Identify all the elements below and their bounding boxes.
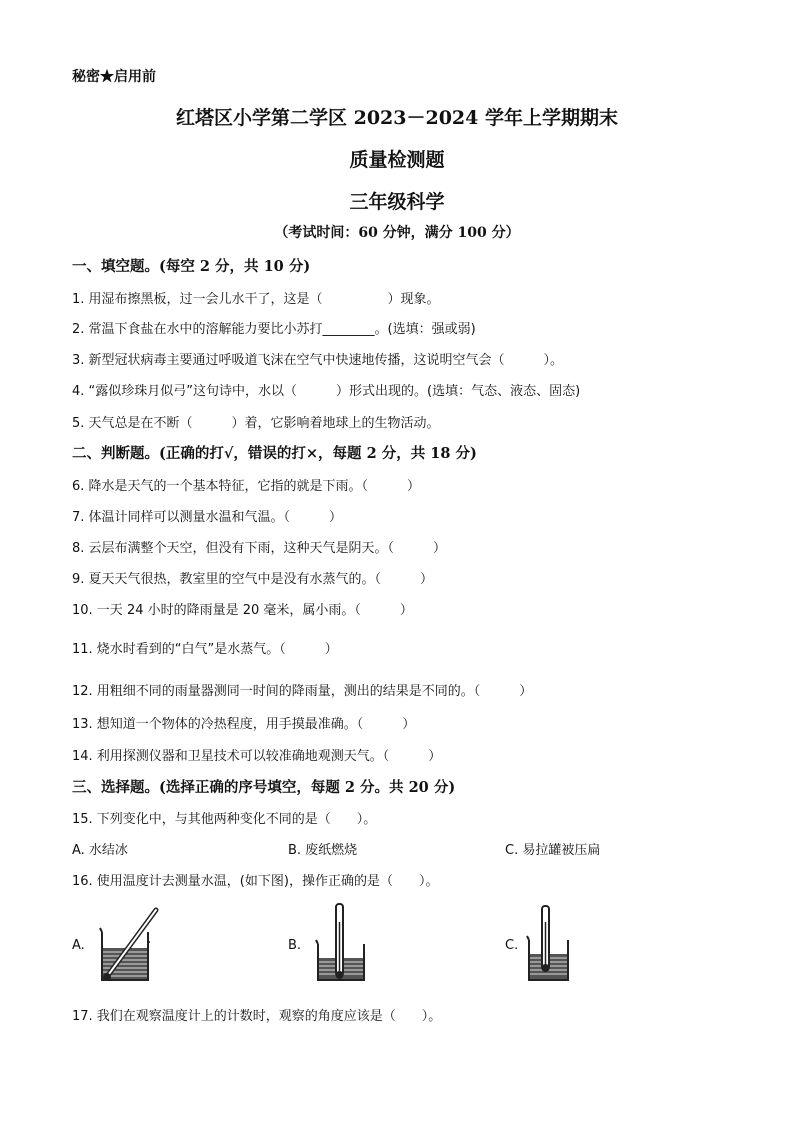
beaker-thermometer-upright-image — [524, 904, 574, 984]
question-1: 1. 用湿布擦黑板，过一会儿水干了，这是（ ）现象。 — [72, 292, 440, 307]
section-fill-blank: 一、填空题。(每空 2 分，共 10 分) — [72, 258, 311, 275]
question-3: 3. 新型冠状病毒主要通过呼吸道飞沫在空气中快速地传播，这说明空气会（ ）。 — [72, 353, 564, 368]
beaker-thermometer-touching-bottom-image — [312, 902, 372, 984]
exam-subject: 三年级科学 — [349, 191, 445, 213]
secret-label: 秘密★启用前 — [72, 69, 156, 85]
question-14: 14. 利用探测仪器和卫星技术可以较准确地观测天气。（ ） — [72, 749, 442, 764]
q15-option-c: C. 易拉罐被压扁 — [505, 843, 601, 858]
question-13: 13. 想知道一个物体的冷热程度，用手摸最准确。（ ） — [72, 717, 416, 732]
q16-option-c-label: C. — [505, 938, 519, 953]
question-16: 16. 使用温度计去测量水温，(如下图)，操作正确的是（ ）。 — [72, 874, 439, 889]
q16-option-a-label: A. — [72, 938, 85, 953]
q15-option-a: A. 水结冰 — [72, 843, 128, 858]
question-11: 11. 烧水时看到的“白气”是水蒸气。（ ） — [72, 642, 338, 657]
question-4: 4. “露似珍珠月似弓”这句诗中，水以（ ）形式出现的。(选填：气态、液态、固态) — [72, 384, 581, 399]
question-6: 6. 降水是天气的一个基本特征，它指的就是下雨。（ ） — [72, 479, 421, 494]
question-8: 8. 云层布满整个天空，但没有下雨，这种天气是阴天。（ ） — [72, 541, 447, 556]
question-2: 2. 常温下食盐在水中的溶解能力要比小苏打________。(选填：强或弱) — [72, 322, 476, 337]
question-15: 15. 下列变化中，与其他两种变化不同的是（ ）。 — [72, 812, 377, 827]
q15-option-b: B. 废纸燃烧 — [288, 843, 358, 858]
exam-title: 红塔区小学第二学区 2023－2024 学年上学期期末 — [176, 107, 618, 129]
exam-info: （考试时间：60 分钟，满分 100 分） — [274, 225, 520, 241]
question-10: 10. 一天 24 小时的降雨量是 20 毫米，属小雨。（ ） — [72, 603, 413, 618]
question-12: 12. 用粗细不同的雨量器测同一时间的降雨量，测出的结果是不同的。（ ） — [72, 684, 533, 699]
question-7: 7. 体温计同样可以测量水温和气温。（ ） — [72, 510, 343, 525]
q16-option-b-label: B. — [288, 938, 302, 953]
section-multiple-choice: 三、选择题。(选择正确的序号填空，每题 2 分。共 20 分) — [72, 779, 456, 796]
beaker-thermometer-tilted-image — [92, 904, 162, 984]
section-true-false: 二、判断题。(正确的打√，错误的打×，每题 2 分，共 18 分) — [72, 445, 477, 462]
question-17: 17. 我们在观察温度计上的计数时，观察的角度应该是（ ）。 — [72, 1009, 442, 1024]
exam-subtitle: 质量检测题 — [349, 149, 445, 171]
question-9: 9. 夏天天气很热，教室里的空气中是没有水蒸气的。（ ） — [72, 572, 434, 587]
question-5: 5. 天气总是在不断（ ）着，它影响着地球上的生物活动。 — [72, 416, 440, 431]
